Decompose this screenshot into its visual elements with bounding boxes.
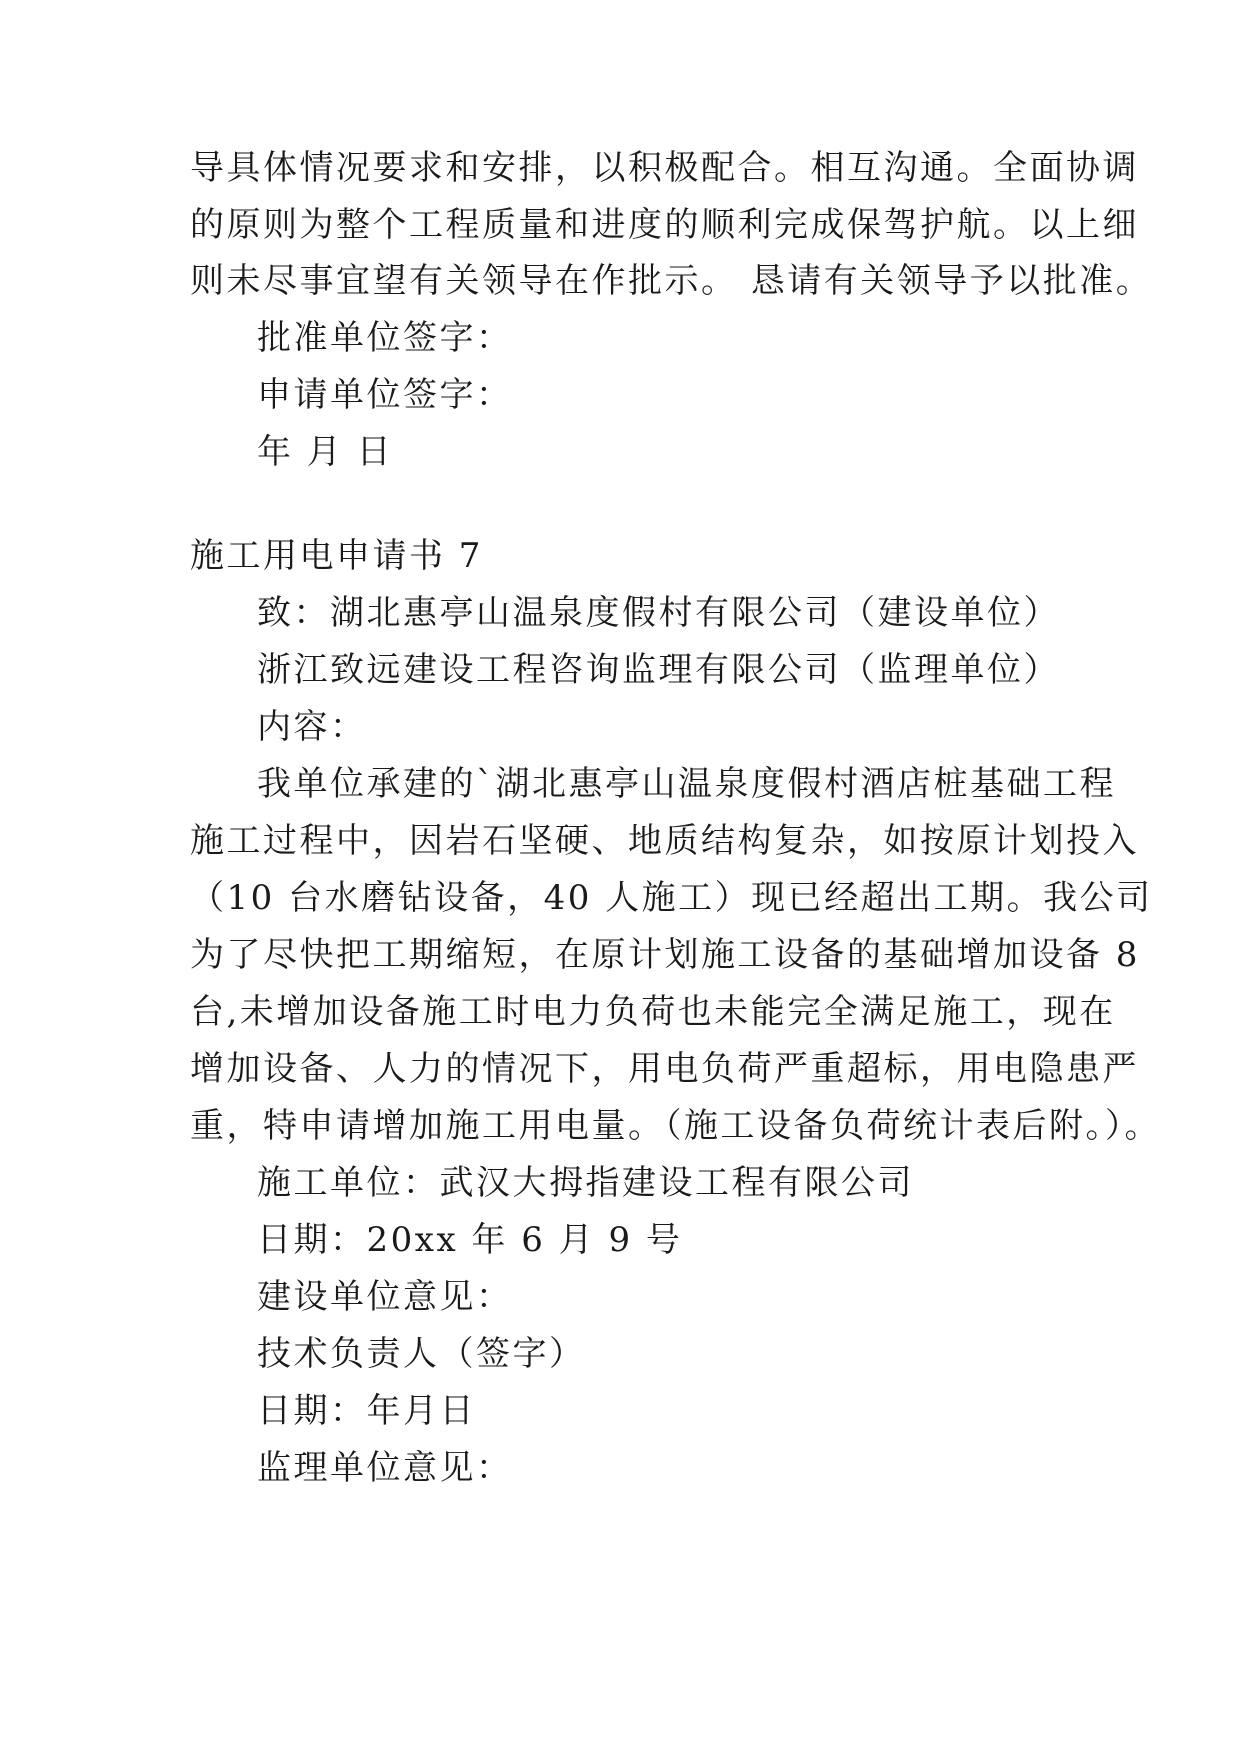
addressee-line: 致：湖北惠亭山温泉度假村有限公司（建设单位） — [257, 593, 1060, 633]
section-title: 施工用电申请书 7 — [190, 536, 483, 576]
date-line: 日期：20xx 年 6 月 9 号 — [257, 1220, 683, 1260]
date-blank-line: 日期：年月日 — [257, 1391, 476, 1431]
paragraph-line: 则未尽事宜望有关领导在作批示。 恳请有关领导予以批准。 — [190, 261, 1153, 301]
body-line: （10 台水磨钻设备，40 人施工）现已经超出工期。我公司 — [190, 878, 1153, 918]
approval-signature-line: 批准单位签字： — [257, 318, 513, 358]
paragraph-line: 的原则为整个工程质量和进度的顺利完成保驾护航。以上细 — [190, 205, 1139, 245]
contractor-line: 施工单位：武汉大拇指建设工程有限公司 — [257, 1163, 914, 1203]
content-label: 内容： — [257, 707, 367, 747]
body-line: 台,未增加设备施工时电力负荷也未能完全满足施工，现在 — [190, 992, 1116, 1032]
body-line: 施工过程中，因岩石坚硬、地质结构复杂，如按原计划投入 — [190, 821, 1139, 861]
body-line: 重，特申请增加施工用电量。（施工设备负荷统计表后附。）。 — [190, 1106, 1161, 1146]
body-line: 增加设备、人力的情况下，用电负荷严重超标，用电隐患严 — [190, 1049, 1139, 1089]
applicant-signature-line: 申请单位签字： — [257, 375, 513, 415]
body-line: 我单位承建的`湖北惠亭山温泉度假村酒店桩基础工程 — [257, 764, 1116, 804]
supervisor-opinion-label: 监理单位意见： — [257, 1448, 513, 1488]
date-line: 年 月 日 — [257, 432, 394, 472]
supervisor-addressee-line: 浙江致远建设工程咨询监理有限公司（监理单位） — [257, 650, 1060, 690]
owner-opinion-label: 建设单位意见： — [257, 1277, 513, 1317]
paragraph-line: 导具体情况要求和安排，以积极配合。相互沟通。全面协调 — [190, 148, 1139, 188]
body-line: 为了尽快把工期缩短，在原计划施工设备的基础增加设备 8 — [190, 935, 1140, 975]
tech-lead-signature: 技术负责人（签字） — [257, 1334, 586, 1374]
